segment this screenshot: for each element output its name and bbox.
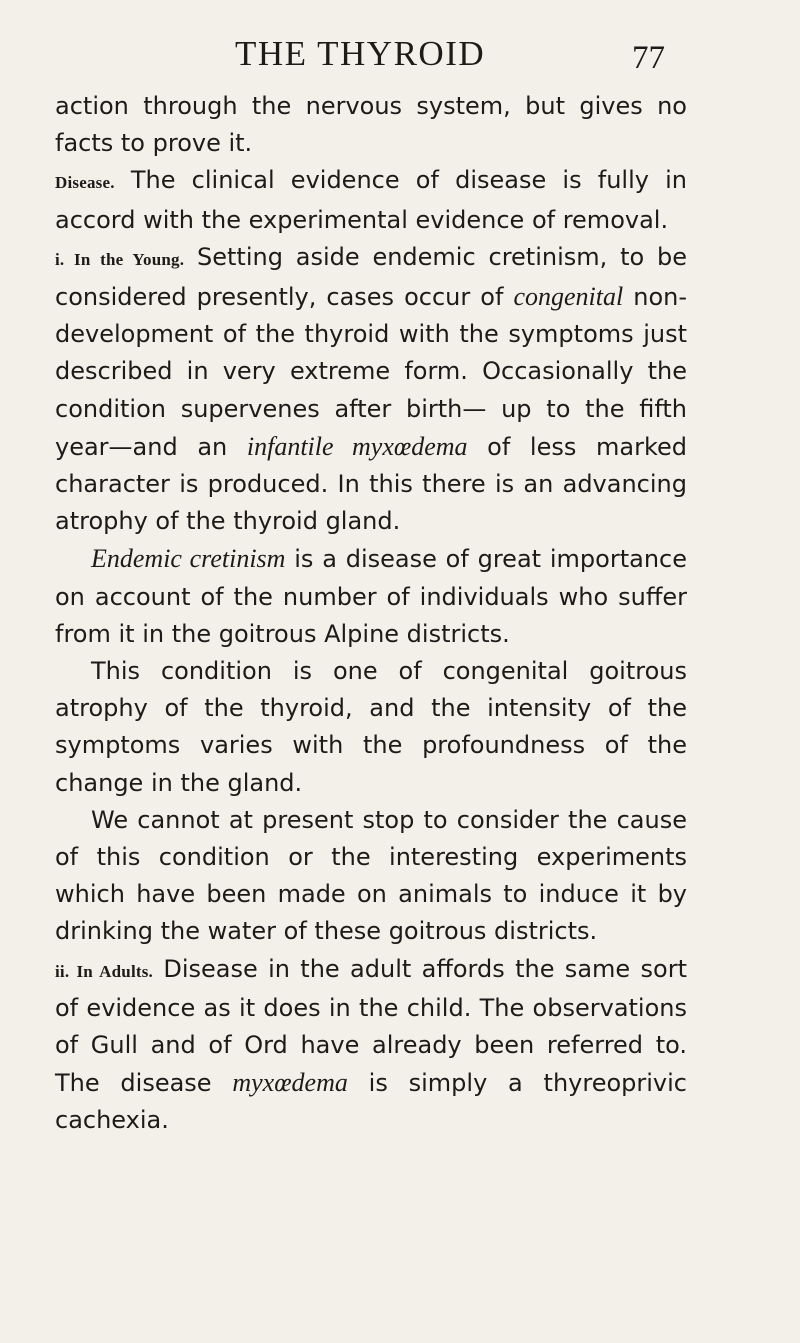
italic-congenital: congenital [513, 282, 624, 312]
paragraph-6 [55, 802, 687, 951]
paragraph-2-text: The clinical evidence of disease is fully in accord with the experimental evidence of removal. [55, 166, 687, 234]
paragraph-6-text: We cannot at present stop to consider the cause of this condition or the interesting experiments which have been made on animals to induce it by drinking the water of these goitrous districts. [55, 805, 687, 946]
paragraph-7 [55, 951, 687, 1140]
paragraph-3-text-2: non-development of the thyroid with the symptoms just described in very extreme form. Occasionally the condition supervenes after birth— up to the fifth year—and an [55, 283, 687, 461]
italic-myxoedema: myxœdema [232, 1068, 348, 1098]
running-head-title: THE THYROID [235, 34, 486, 73]
paragraph-7-text-1: Disease in the adult affords the same sort of evidence as it does in the child. The observations of Gull and of Ord have already been referred to. The disease [55, 954, 687, 1098]
paragraph-5 [55, 653, 687, 802]
paragraph-3-text-1: Setting aside endemic cretinism, to be considered presently, cases occur of [55, 242, 688, 312]
italic-endemic-cretinism: Endemic cretinism [91, 544, 286, 574]
paragraph-3 [55, 239, 687, 541]
side-heading-in-adults: ii. In Adults. [55, 961, 153, 981]
body-text [55, 88, 687, 1140]
paragraph-1-text: action through the nervous system, but gives no facts to prove it. [55, 92, 687, 158]
paragraph-7-text-2: is simply a thyreoprivic cachexia. [55, 1069, 687, 1135]
paragraph-2 [55, 162, 687, 238]
running-head [0, 34, 800, 84]
paragraph-4-text: is a disease of great importance on account of the number of individuals who suffer from it in the goitrous Alpine districts. [55, 545, 687, 648]
paragraph-4 [55, 540, 687, 653]
paragraph-5-text: This condition is one of congenital goitrous atrophy of the thyroid, and the intensity of the symptoms varies with the profoundness of the change in the gland. [55, 657, 687, 797]
page-number: 77 [632, 40, 665, 76]
paragraph-1 [55, 88, 687, 162]
side-heading-in-the-young: i. In the Young. [55, 249, 185, 269]
paragraph-3-text-3: of less marked character is produced. In this there is an advancing atrophy of the thyroid gland. [55, 432, 687, 536]
italic-infantile-myxoedema: infantile myxœdema [246, 431, 468, 461]
side-heading-disease: Disease. [55, 173, 115, 193]
